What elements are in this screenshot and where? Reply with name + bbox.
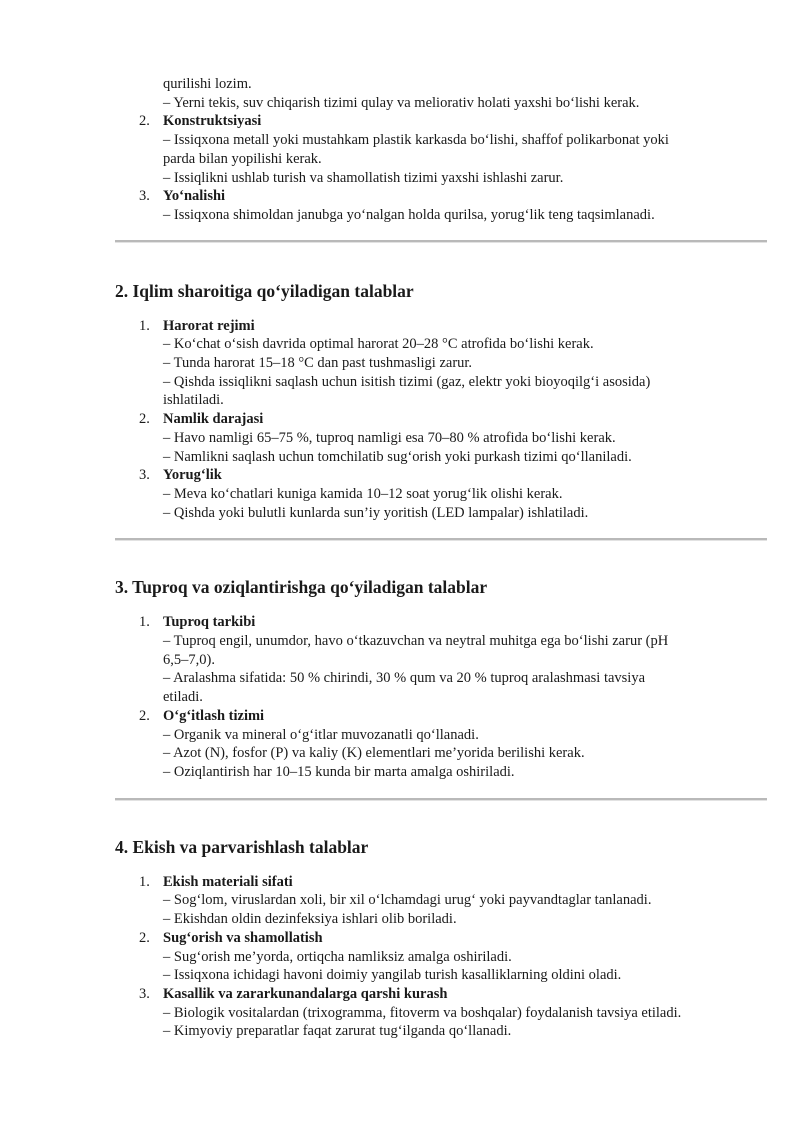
- list-item: [115, 187, 745, 224]
- list-item: [115, 410, 745, 466]
- list-item-line: – Organik va mineral o‘g‘itlar muvozanatli qo‘llanadi.: [163, 726, 479, 743]
- list-item-title: Tuproq tarkibi: [163, 614, 256, 631]
- paragraph-line: qurilishi lozim.: [163, 76, 252, 92]
- list-number: 1.: [139, 614, 150, 631]
- list-item-line: parda bilan yopilishi kerak.: [163, 150, 322, 167]
- list-item-title: Yo‘nalishi: [163, 188, 226, 205]
- list-item-line: – Issiqxona ichidagi havoni doimiy yangilab turish kasalliklarning oldini oladi.: [163, 967, 622, 984]
- list-item-line: – Qishda yoki bulutli kunlarda sun’iy yoritish (LED lampalar) ishlatiladi.: [163, 504, 589, 521]
- section-1-continuation: [115, 75, 745, 225]
- list-item: [115, 466, 745, 522]
- list-item-line: 6,5–7,0).: [163, 651, 215, 668]
- list-item-line: – Ekishdan oldin dezinfeksiya ishlari olib boriladi.: [163, 911, 457, 928]
- list-item-line: – Namlikni saqlash uchun tomchilatib sug‘orish yoki purkash tizimi qo‘llaniladi.: [163, 448, 632, 465]
- list-item: [115, 317, 745, 411]
- list-item: [115, 112, 745, 187]
- list-item-line: – Tuproq engil, unumdor, havo o‘tkazuvchan va neytral muhitga ega bo‘lishi zarur (pH: [163, 633, 669, 650]
- list-number: 3.: [139, 467, 150, 484]
- list-item-line: – Azot (N), fosfor (P) va kaliy (K) elementlari me’yorida berilishi kerak.: [163, 745, 585, 762]
- list-number: 2.: [139, 929, 150, 946]
- list-item-line: – Havo namligi 65–75 %, tuproq namligi esa 70–80 % atrofida bo‘lishi kerak.: [163, 429, 616, 446]
- list-item-line: etiladi.: [163, 689, 203, 706]
- list-item: [115, 873, 745, 929]
- list-item-line: – Sug‘orish me’yorda, ortiqcha namliksiz amalga oshiriladi.: [163, 948, 512, 965]
- list-number: 2.: [139, 411, 150, 428]
- list-item-line: – Aralashma sifatida: 50 % chirindi, 30 % qum va 20 % tuproq aralashmasi tavsiya: [163, 670, 646, 687]
- list-item-line: – Issiqlikni ushlab turish va shamollatish tizimi yaxshi ishlashi zarur.: [163, 169, 564, 186]
- list-number: 1.: [139, 317, 150, 334]
- section-4: [115, 836, 745, 1041]
- section-2: [115, 280, 745, 523]
- list-item-line: – Ko‘chat o‘sish davrida optimal harorat 20–28 °C atrofida bo‘lishi kerak.: [163, 336, 594, 353]
- paragraph-line: – Yerni tekis, suv chiqarish tizimi qulay va meliorativ holati yaxshi bo‘lishi kerak.: [163, 94, 640, 111]
- list-number: 3.: [139, 985, 150, 1002]
- list-item-line: – Issiqxona metall yoki mustahkam plastik karkasda bo‘lishi, shaffof polikarbonat yoki: [163, 132, 669, 149]
- list-item-line: – Meva ko‘chatlari kuniga kamida 10–12 soat yorug‘lik olishi kerak.: [163, 485, 563, 502]
- document-page: [115, 75, 745, 1041]
- list-item-line: – Tunda harorat 15–18 °C dan past tushmasligi zarur.: [163, 355, 473, 372]
- list-item-line: ishlatiladi.: [163, 392, 224, 409]
- list-item-line: – Oziqlantirish har 10–15 kunda bir marta amalga oshiriladi.: [163, 763, 515, 780]
- list-item: [115, 929, 745, 985]
- section-heading: 3. Tuproq va oziqlantirishga qo‘yiladigan talablar: [115, 577, 488, 598]
- list-number: 1.: [139, 873, 150, 890]
- list-item-line: – Biologik vositalardan (trixogramma, fitoverm va boshqalar) foydalanish tavsiya etiladi.: [163, 1004, 682, 1021]
- list-number: 3.: [139, 188, 150, 205]
- list-item-line: – Sog‘lom, viruslardan xoli, bir xil o‘lchamdagi urug‘ yoki payvandtaglar tanlanadi.: [163, 892, 652, 909]
- list-item-line: – Issiqxona shimoldan janubga yo‘nalgan holda qurilsa, yorug‘lik teng taqsimlanadi.: [163, 206, 655, 223]
- list-item: [115, 985, 745, 1041]
- section-heading: 2. Iqlim sharoitiga qo‘yiladigan talablar: [115, 280, 414, 301]
- list-item-line: – Qishda issiqlikni saqlash uchun isitish tizimi (gaz, elektr yoki bioyoqilg‘i asosida): [163, 373, 651, 390]
- list-item-line: – Kimyoviy preparatlar faqat zarurat tug‘ilganda qo‘llanadi.: [163, 1023, 512, 1040]
- list-item: [115, 613, 745, 707]
- section-heading: 4. Ekish va parvarishlash talablar: [115, 836, 369, 857]
- list-item-title: O‘g‘itlash tizimi: [163, 707, 265, 724]
- list-item: [115, 707, 745, 782]
- list-item-title: Konstruktsiyasi: [163, 113, 262, 130]
- list-item-title: Harorat rejimi: [163, 317, 255, 334]
- list-item-title: Namlik darajasi: [163, 411, 264, 428]
- list-item-title: Kasallik va zararkunandalarga qarshi kurash: [163, 985, 448, 1002]
- section-3: [115, 576, 745, 781]
- list-item-title: Yorug‘lik: [163, 467, 222, 484]
- list-number: 2.: [139, 113, 150, 130]
- list-item-title: Sug‘orish va shamollatish: [163, 929, 323, 946]
- list-number: 2.: [139, 707, 150, 724]
- list-item-title: Ekish materiali sifati: [163, 873, 293, 890]
